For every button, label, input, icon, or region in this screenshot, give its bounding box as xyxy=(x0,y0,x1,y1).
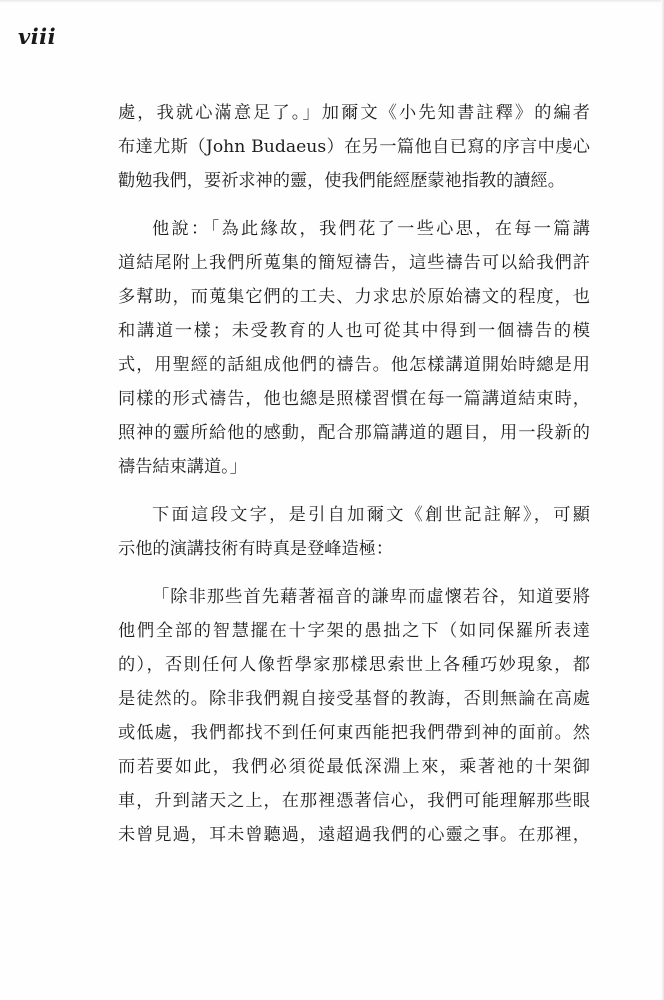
text-line: 道結尾附上我們所蒐集的簡短禱告，這些禱告可以給我們許 xyxy=(118,253,590,273)
text-line: 禱告結束講道。」 xyxy=(118,457,247,477)
text-line: 未曾見過，耳未曾聽過，遠超過我們的心靈之事。在那裡， xyxy=(118,825,590,845)
text-line: 而若要如此，我們必須從最低深淵上來，乘著祂的十架御 xyxy=(118,757,590,777)
text-line: 布達尤斯（John Budaeus）在另一篇他自已寫的序言中虔心 xyxy=(118,137,590,157)
text-line: 他們全部的智慧擺在十字架的愚拙之下（如同保羅所表達 xyxy=(118,621,590,641)
paragraph-1 xyxy=(118,96,590,198)
text-line: 的），否則任何人像哲學家那樣思索世上各種巧妙現象，都 xyxy=(118,655,590,675)
text-line: 下面這段文字，是引自加爾文《創世記註解》，可顯 xyxy=(152,505,590,525)
page-number: viii xyxy=(18,24,57,49)
text-line: 同樣的形式禱告，他也總是照樣習慣在每一篇講道結束時， xyxy=(118,389,590,409)
text-line: 和講道一樣；未受教育的人也可從其中得到一個禱告的模 xyxy=(118,321,590,341)
page-edge-top xyxy=(0,0,664,3)
text-line: 式，用聖經的話組成他們的禱告。他怎樣講道開始時總是用 xyxy=(118,355,590,375)
text-line: 照神的靈所給他的感動，配合那篇講道的題目，用一段新的 xyxy=(118,423,590,443)
text-line: 多幫助，而蒐集它們的工夫、力求忠於原始禱文的程度，也 xyxy=(118,287,590,307)
body-text xyxy=(118,96,590,852)
text-line: 他說：「為此緣故，我們花了一些心思，在每一篇講 xyxy=(152,219,590,239)
text-line: 示他的演講技術有時真是登峰造極： xyxy=(118,539,394,559)
text-line: 或低處，我們都找不到任何東西能把我們帶到神的面前。然 xyxy=(118,723,590,743)
paragraph-4-quotation xyxy=(118,580,590,852)
text-line: 勸勉我們，要祈求神的靈，使我們能經歷蒙祂指教的讀經。 xyxy=(118,171,565,191)
text-line: 車，升到諸天之上，在那裡憑著信心，我們可能理解那些眼 xyxy=(118,791,590,811)
paragraph-3 xyxy=(118,498,590,566)
text-line: 處，我就心滿意足了。」加爾文《小先知書註釋》的編者 xyxy=(118,103,590,123)
text-line: 是徒然的。除非我們親自接受基督的教誨，否則無論在高處 xyxy=(118,689,590,709)
paragraph-2 xyxy=(118,212,590,484)
text-line: 「除非那些首先藉著福音的謙卑而虛懷若谷，知道要將 xyxy=(152,587,590,607)
